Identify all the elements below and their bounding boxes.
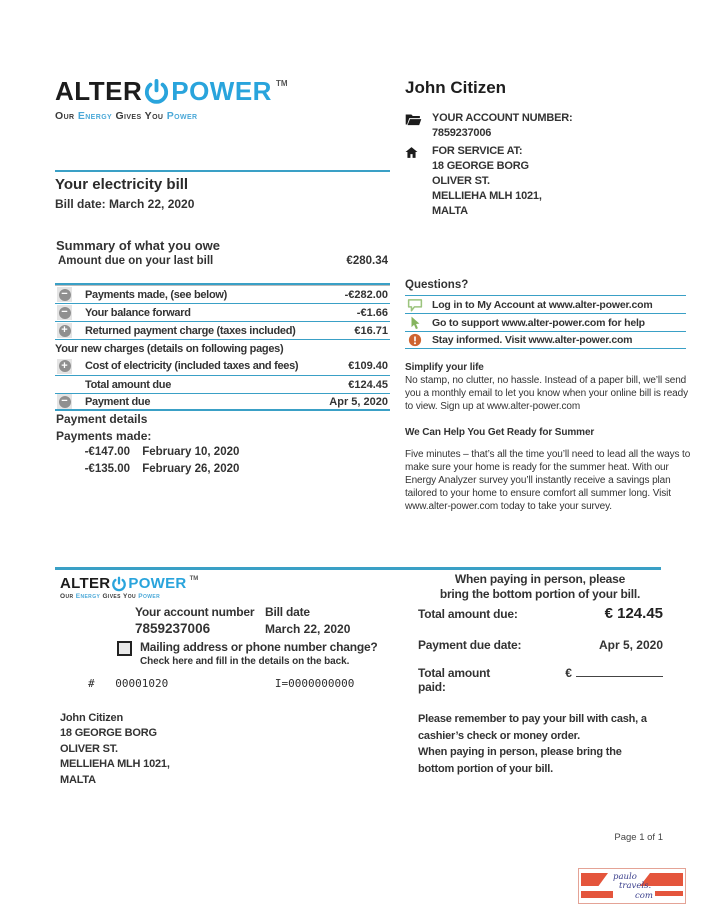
in-person-notice — [415, 572, 665, 602]
reminder-line: cashier’s check or money order. — [418, 729, 580, 742]
address-change-label: Mailing address or phone number change? — [140, 640, 378, 654]
icon-cell — [55, 323, 85, 338]
row-value: €16.71 — [354, 324, 388, 337]
row-label: Payments made, (see below) — [85, 288, 227, 301]
section-divider — [55, 170, 390, 172]
paulo-travels-watermark — [577, 866, 688, 912]
stub-bill-date-value: March 22, 2020 — [265, 622, 351, 636]
minus-icon: − — [59, 307, 71, 319]
brand-name-alter: ALTER — [55, 76, 143, 106]
bill-title: Your electricity bill — [55, 176, 189, 193]
service-address-line: MELLIEHA MLH 1021, — [432, 190, 542, 202]
service-address-line: MALTA — [432, 205, 468, 217]
stub-account-number: 7859237006 — [135, 621, 211, 636]
mailing-address — [60, 711, 170, 788]
last-bill-value: €280.34 — [346, 255, 388, 267]
payment-date: February 10, 2020 — [142, 446, 240, 458]
brand-name-power: POWER — [171, 76, 272, 106]
due-date-label: Payment due date: — [418, 638, 522, 652]
question-text: Stay informed. Visit www.alter-power.com — [432, 334, 633, 346]
table-row — [55, 375, 390, 393]
payment-details-title: Payment details — [56, 412, 148, 426]
hash-symbol: # — [88, 677, 95, 690]
mailing-address-line: MELLIEHA MLH 1021, — [60, 758, 170, 771]
watermark-text: travels. — [619, 881, 652, 891]
brand-logo — [55, 76, 288, 122]
question-item — [405, 313, 686, 331]
stub-code-1: 00001020 — [115, 677, 169, 690]
stub-bill-date-block — [265, 605, 350, 636]
icon-cell — [55, 287, 85, 302]
brand-name-alter: ALTER — [60, 575, 111, 592]
stub-bill-date-label: Bill date — [265, 605, 310, 619]
mailing-address-line: MALTA — [60, 773, 96, 786]
icon-cell — [55, 394, 85, 409]
icon-cell — [55, 305, 85, 320]
brand-name-power: POWER — [128, 575, 187, 592]
customer-info — [405, 78, 687, 222]
due-date-row — [418, 638, 663, 652]
promo-body: Five minutes – that’s all the time you’ll need to lead all the ways to make sure your home is ready for the summer heat. With our Energy Analyzer survey you’ll instantly receive a savings plan tailored to your home to ensure comfort all summer long. Visit www.alter-power.com today to take your survey. — [405, 449, 691, 512]
account-number-label: YOUR ACCOUNT NUMBER: — [432, 112, 573, 124]
table-row — [55, 285, 390, 303]
table-row — [55, 303, 390, 321]
questions-title: Questions? — [405, 279, 469, 291]
table-row — [55, 321, 390, 339]
table-row — [55, 357, 390, 375]
home-icon — [405, 145, 418, 160]
alert-icon — [407, 333, 423, 347]
mailing-address-line: 18 GEORGE BORG — [60, 727, 157, 740]
last-bill-label: Amount due on your last bill — [58, 255, 214, 267]
chat-bubble-icon — [407, 298, 423, 312]
brand-tagline — [60, 593, 198, 600]
due-date-value: Apr 5, 2020 — [598, 638, 663, 652]
payment-amount: -€147.00 — [84, 446, 130, 458]
reminder-line: When paying in person, please bring the — [418, 746, 622, 758]
cursor-icon — [407, 316, 423, 330]
row-value: -€1.66 — [356, 306, 388, 319]
row-label: Payment due — [85, 395, 151, 408]
folder-icon — [405, 112, 422, 127]
row-value: €124.45 — [348, 378, 388, 391]
account-number-value: 7859237006 — [432, 127, 492, 139]
questions-section — [405, 279, 686, 349]
address-change-checkbox[interactable] — [117, 641, 132, 656]
stub-divider — [55, 567, 661, 570]
summary-title: Summary of what you owe — [56, 238, 220, 253]
promo-title: Simplify your life — [405, 362, 484, 373]
tagline-word: Our — [55, 110, 75, 122]
table-row — [55, 393, 390, 411]
payment-row — [55, 446, 239, 458]
reminder-line: bottom portion of your bill. — [418, 762, 553, 775]
brand-wordmark — [55, 76, 288, 107]
promo-title: We Can Help You Get Ready for Summer — [405, 427, 595, 438]
question-item — [405, 331, 686, 349]
watermark-text: paulo — [613, 872, 637, 882]
watermark-right-bar — [655, 891, 683, 896]
tagline-word: Gives You — [102, 593, 137, 600]
summary-table — [55, 283, 390, 411]
payment-reminder — [418, 711, 647, 777]
service-address-line: OLIVER ST. — [432, 175, 490, 187]
row-value: €109.40 — [348, 360, 388, 372]
notice-line: bring the bottom portion of your bill. — [439, 587, 641, 601]
watermark-graphic — [577, 866, 688, 907]
brand-tagline — [55, 110, 288, 122]
tagline-word: Our — [60, 593, 74, 600]
promo-body: No stamp, no clutter, no hassle. Instead of a paper bill, we’ll send you a monthly email to let you know when your online bill is ready to view. Sign up at www.alter-power.com — [405, 375, 688, 412]
question-item — [405, 295, 686, 313]
brand-wordmark — [60, 575, 198, 592]
row-label: Your balance forward — [85, 306, 191, 319]
tagline-word: Energy — [75, 593, 101, 600]
account-number-row — [405, 111, 687, 141]
last-bill-row — [58, 255, 388, 267]
stub-account-label: Your account number — [135, 605, 255, 619]
amount-paid-blank-line[interactable] — [576, 667, 663, 677]
address-change-sub: Check here and fill in the details on the back. — [140, 656, 350, 667]
watermark-text: com — [635, 891, 653, 901]
total-due-row — [418, 605, 663, 622]
icon-cell — [55, 359, 85, 374]
tagline-word: Gives You — [115, 110, 164, 122]
power-button-icon — [143, 78, 170, 105]
row-label: Your new charges (details on following pages) — [55, 342, 284, 355]
row-label: Cost of electricity (included taxes and fees) — [85, 360, 299, 372]
payments-made-subtitle: Payments made: — [56, 429, 152, 443]
tagline-word: Energy — [77, 110, 113, 122]
payment-row — [55, 463, 239, 475]
page-number: Page 1 of 1 — [614, 832, 663, 843]
notice-line: When paying in person, please — [454, 572, 626, 586]
stub-code-line — [88, 677, 354, 690]
power-button-icon — [111, 576, 127, 592]
table-row — [55, 339, 390, 357]
tagline-word: Power — [166, 110, 198, 122]
mailing-address-line: OLIVER ST. — [60, 742, 118, 755]
bill-date: Bill date: March 22, 2020 — [55, 197, 195, 211]
trademark-symbol: TM — [275, 79, 288, 88]
tagline-word: Power — [138, 593, 161, 600]
total-due-value: € 124.45 — [604, 605, 663, 622]
currency-symbol: € — [565, 666, 572, 680]
minus-icon: − — [59, 396, 71, 408]
address-change-block — [117, 640, 378, 667]
question-text: Log in to My Account at www.alter-power.com — [432, 298, 653, 311]
plus-icon: + — [59, 325, 71, 337]
watermark-left-bar — [581, 891, 613, 898]
total-due-label: Total amount due: — [418, 607, 518, 621]
trademark-symbol: TM — [189, 576, 199, 582]
stub-brand-logo — [60, 575, 198, 600]
row-value: -€282.00 — [344, 288, 388, 301]
stub-code-2: I=0000000000 — [274, 677, 355, 690]
row-label: Total amount due — [85, 378, 172, 391]
question-text: Go to support www.alter-power.com for help — [432, 316, 645, 329]
service-address-label: FOR SERVICE AT: — [432, 145, 523, 157]
minus-icon: − — [59, 289, 71, 301]
customer-name: John Citizen — [405, 78, 507, 97]
amount-paid-label: Total amount paid: — [418, 666, 491, 694]
row-value: Apr 5, 2020 — [329, 395, 388, 408]
service-address-line: 18 GEORGE BORG — [432, 160, 529, 172]
reminder-line: Please remember to pay your bill with cash, a — [418, 713, 647, 725]
mailing-address-line: John Citizen — [60, 712, 123, 724]
service-address-row — [405, 144, 687, 219]
promo-section — [405, 362, 693, 513]
row-label: Returned payment charge (taxes included) — [85, 324, 296, 337]
payment-amount: -€135.00 — [84, 463, 130, 475]
plus-icon: + — [59, 360, 71, 372]
stub-account-block — [135, 605, 254, 636]
payment-date: February 26, 2020 — [142, 463, 240, 475]
amount-paid-row — [418, 666, 663, 694]
